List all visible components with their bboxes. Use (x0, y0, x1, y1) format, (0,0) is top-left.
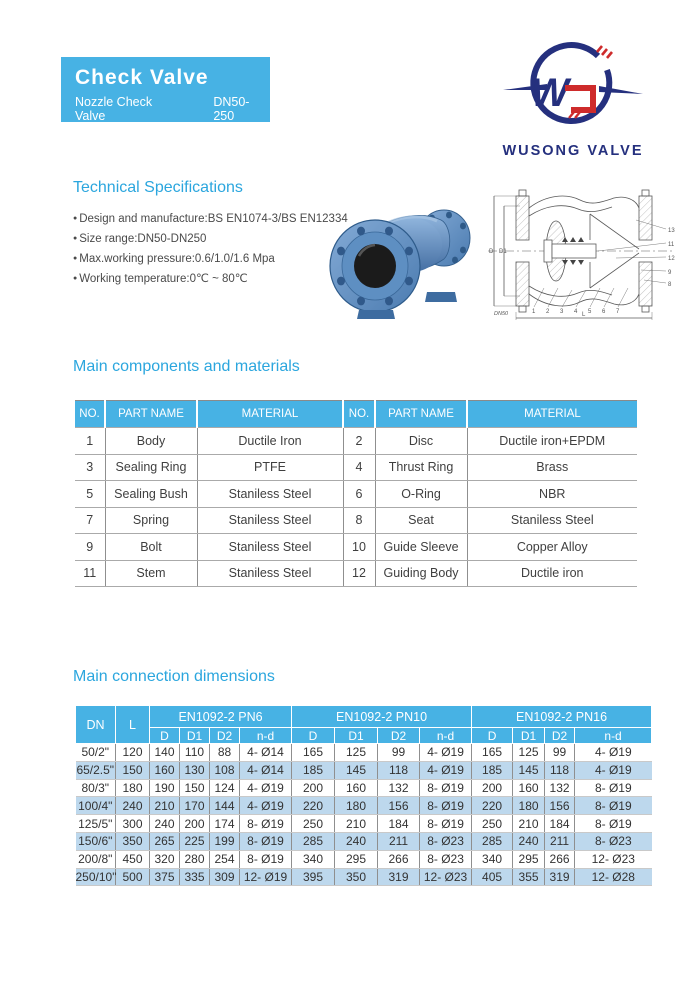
table-cell: 250 (292, 815, 335, 833)
table-cell: 8- Ø23 (575, 832, 652, 850)
column-header: PART NAME (375, 401, 467, 428)
dimensions-table-body (76, 744, 652, 886)
table-cell: 211 (545, 832, 575, 850)
specs-list (73, 209, 348, 289)
table-cell: O-Ring (375, 481, 467, 508)
table-cell: Guide Sleeve (375, 534, 467, 561)
header-banner (61, 57, 270, 122)
table-row (76, 832, 652, 850)
table-cell: 12 (343, 560, 375, 587)
svg-text:3: 3 (560, 309, 564, 315)
column-header: D2 (378, 728, 420, 744)
spec-item: ● Design and manufacture:BS EN1074-3/BS EN12334 (73, 209, 348, 229)
table-row (76, 744, 652, 762)
table-cell: 220 (292, 797, 335, 815)
table-row (75, 454, 637, 481)
spec-item: ● Working temperature:0℃ ~ 80℃ (73, 269, 348, 289)
table-cell: 319 (545, 868, 575, 886)
table-cell: 375 (150, 868, 180, 886)
components-heading: Main components and materials (73, 358, 300, 375)
table-cell: 500 (116, 868, 150, 886)
table-cell: 395 (292, 868, 335, 886)
table-cell: 280 (180, 850, 210, 868)
table-cell: 190 (150, 779, 180, 797)
table-cell: 320 (150, 850, 180, 868)
svg-text:5: 5 (588, 309, 592, 315)
table-row (76, 868, 652, 886)
table-cell: Body (105, 428, 197, 455)
table-cell: 285 (472, 832, 513, 850)
table-cell: 156 (545, 797, 575, 815)
column-header: D (292, 728, 335, 744)
table-cell: Ductile iron (467, 560, 637, 587)
table-cell: 108 (210, 761, 240, 779)
column-header: L (116, 706, 150, 744)
column-header: D2 (545, 728, 575, 744)
table-cell: 132 (545, 779, 575, 797)
drawing-dim-d1: D1 (499, 249, 507, 255)
table-cell: 309 (210, 868, 240, 886)
dimensions-heading: Main connection dimensions (73, 668, 275, 685)
table-row (75, 560, 637, 587)
table-cell: 8- Ø19 (420, 797, 472, 815)
table-cell: Stem (105, 560, 197, 587)
table-cell: Staniless Steel (197, 534, 343, 561)
table-cell: 8- Ø19 (240, 850, 292, 868)
table-cell: 160 (513, 779, 545, 797)
svg-text:4: 4 (574, 309, 578, 315)
wusong-logo-icon (503, 40, 643, 136)
spec-item: ● Max.working pressure:0.6/1.0/1.6 Mpa (73, 249, 348, 269)
svg-text:1: 1 (532, 309, 536, 315)
table-cell: 8- Ø23 (420, 850, 472, 868)
table-cell: 185 (472, 761, 513, 779)
table-cell: 335 (180, 868, 210, 886)
table-cell: 350 (116, 832, 150, 850)
table-cell: Staniless Steel (197, 507, 343, 534)
table-cell: 160 (150, 761, 180, 779)
table-cell: 184 (378, 815, 420, 833)
table-cell: 350 (335, 868, 378, 886)
column-header: n-d (240, 728, 292, 744)
table-row (76, 815, 652, 833)
table-cell: 4- Ø19 (575, 761, 652, 779)
table-cell: 5 (75, 481, 105, 508)
table-cell: Thrust Ring (375, 454, 467, 481)
table-cell: 7 (75, 507, 105, 534)
table-cell: 150 (180, 779, 210, 797)
specs-heading: Technical Specifications (73, 179, 243, 196)
table-cell: 250 (472, 815, 513, 833)
table-cell: Staniless Steel (467, 507, 637, 534)
table-cell: 8- Ø19 (575, 797, 652, 815)
table-cell: Bolt (105, 534, 197, 561)
table-cell: 8- Ø19 (420, 815, 472, 833)
table-cell: NBR (467, 481, 637, 508)
table-cell: 125/5" (76, 815, 116, 833)
table-cell: 340 (292, 850, 335, 868)
table-cell: 125 (513, 744, 545, 762)
valve-photo (323, 192, 485, 322)
table-cell: 145 (335, 761, 378, 779)
table-cell: 165 (472, 744, 513, 762)
table-cell: 200 (472, 779, 513, 797)
table-cell: 165 (292, 744, 335, 762)
table-cell: 120 (116, 744, 150, 762)
table-cell: 125 (335, 744, 378, 762)
table-cell: Spring (105, 507, 197, 534)
table-cell: 145 (513, 761, 545, 779)
table-cell: Disc (375, 428, 467, 455)
table-cell: 4- Ø19 (240, 797, 292, 815)
table-cell: 240 (116, 797, 150, 815)
table-cell: 88 (210, 744, 240, 762)
table-cell: 174 (210, 815, 240, 833)
table-row (76, 761, 652, 779)
table-cell: Staniless Steel (197, 560, 343, 587)
table-cell: 220 (472, 797, 513, 815)
table-cell: 130 (180, 761, 210, 779)
table-cell: Staniless Steel (197, 481, 343, 508)
table-cell: Guiding Body (375, 560, 467, 587)
column-header: D1 (180, 728, 210, 744)
table-cell: 340 (472, 850, 513, 868)
column-header: NO. (343, 401, 375, 428)
valve-drawing (486, 180, 684, 323)
table-cell: 254 (210, 850, 240, 868)
table-row (75, 507, 637, 534)
table-cell: 8- Ø19 (575, 779, 652, 797)
table-cell: 180 (335, 797, 378, 815)
table-cell: 12- Ø23 (420, 868, 472, 886)
table-cell: 4- Ø14 (240, 761, 292, 779)
table-cell: 250/10" (75, 869, 117, 884)
svg-text:W: W (531, 71, 569, 115)
column-header: D2 (210, 728, 240, 744)
table-cell: 110 (180, 744, 210, 762)
table-cell: 266 (378, 850, 420, 868)
table-cell: 266 (545, 850, 575, 868)
page-title: Check Valve (75, 66, 209, 89)
column-header: EN1092-2 PN10 (292, 706, 472, 728)
table-cell: 65/2.5" (76, 763, 115, 778)
table-cell: 300 (116, 815, 150, 833)
column-header: D1 (513, 728, 545, 744)
table-row (75, 481, 637, 508)
table-cell: 99 (545, 744, 575, 762)
drawing-dim-l: L (582, 312, 586, 318)
table-cell: 150/6" (76, 832, 116, 850)
table-row (76, 797, 652, 815)
drawing-dim-d: D (489, 249, 494, 255)
table-cell: 6 (343, 481, 375, 508)
drawing-dim-dn: DN50 (494, 311, 509, 317)
table-cell: 180 (513, 797, 545, 815)
table-cell: 4- Ø19 (420, 761, 472, 779)
table-cell: 8 (343, 507, 375, 534)
column-header: DN (76, 706, 116, 744)
table-cell: 8- Ø19 (240, 832, 292, 850)
table-cell: Ductile Iron (197, 428, 343, 455)
table-cell: 405 (472, 868, 513, 886)
table-cell: Brass (467, 454, 637, 481)
drawing-callouts-right (668, 228, 675, 288)
svg-text:7: 7 (616, 309, 620, 315)
product-subtitle: Nozzle Check Valve (75, 95, 153, 123)
column-header: EN1092-2 PN16 (472, 706, 652, 728)
table-cell: 10 (343, 534, 375, 561)
table-cell: 3 (75, 454, 105, 481)
table-cell: 150 (116, 761, 150, 779)
table-cell: 4 (343, 454, 375, 481)
table-cell: 80/3" (76, 779, 116, 797)
table-cell: 200/8" (76, 850, 116, 868)
column-header: D (472, 728, 513, 744)
table-cell: 450 (116, 850, 150, 868)
table-cell: 8- Ø19 (240, 815, 292, 833)
table-cell: 295 (513, 850, 545, 868)
table-cell: Sealing Bush (105, 481, 197, 508)
svg-text:13: 13 (668, 228, 675, 234)
table-cell: 240 (150, 815, 180, 833)
table-cell: 50/2" (76, 744, 116, 762)
table-cell: 265 (150, 832, 180, 850)
column-header: MATERIAL (467, 401, 637, 428)
table-cell: 8- Ø23 (420, 832, 472, 850)
column-header: D1 (335, 728, 378, 744)
table-cell: 100/4" (76, 797, 116, 815)
table-cell: 200 (180, 815, 210, 833)
table-cell: 210 (150, 797, 180, 815)
table-cell: 211 (378, 832, 420, 850)
table-cell: 295 (335, 850, 378, 868)
table-cell: 8- Ø19 (420, 779, 472, 797)
table-cell: 12- Ø23 (575, 850, 652, 868)
table-cell: 285 (292, 832, 335, 850)
dimensions-table (75, 705, 652, 886)
table-cell: 4- Ø14 (240, 744, 292, 762)
components-table (75, 400, 637, 587)
table-cell: 160 (335, 779, 378, 797)
svg-text:2: 2 (546, 309, 550, 315)
table-cell: 225 (180, 832, 210, 850)
column-header: MATERIAL (197, 401, 343, 428)
table-cell: 4- Ø19 (240, 779, 292, 797)
column-header: n-d (420, 728, 472, 744)
table-cell: 99 (378, 744, 420, 762)
table-cell: Copper Alloy (467, 534, 637, 561)
table-cell: 184 (545, 815, 575, 833)
company-name: WUSONG VALVE (502, 143, 644, 159)
table-cell: 118 (545, 761, 575, 779)
table-cell: Sealing Ring (105, 454, 197, 481)
table-row (76, 850, 652, 868)
drawing-callouts-bottom (532, 309, 620, 315)
svg-text:8: 8 (668, 282, 672, 288)
size-range-label: DN50-250 (213, 95, 250, 123)
svg-text:9: 9 (668, 270, 672, 276)
table-cell: 2 (343, 428, 375, 455)
table-cell: 124 (210, 779, 240, 797)
table-cell: 118 (378, 761, 420, 779)
company-logo (498, 40, 648, 159)
table-cell: 156 (378, 797, 420, 815)
table-cell: 144 (210, 797, 240, 815)
table-cell: 240 (335, 832, 378, 850)
table-cell: PTFE (197, 454, 343, 481)
table-cell: 210 (513, 815, 545, 833)
svg-text:11: 11 (668, 242, 675, 248)
table-cell: 12- Ø19 (240, 868, 292, 886)
table-cell: 140 (150, 744, 180, 762)
table-cell: 170 (180, 797, 210, 815)
table-cell: 319 (378, 868, 420, 886)
components-table-head (75, 401, 637, 428)
table-cell: 199 (210, 832, 240, 850)
table-cell: 4- Ø19 (575, 744, 652, 762)
table-cell: 210 (335, 815, 378, 833)
table-row (75, 534, 637, 561)
components-table-body (75, 428, 637, 587)
table-cell: Seat (375, 507, 467, 534)
table-cell: 8- Ø19 (575, 815, 652, 833)
table-cell: 180 (116, 779, 150, 797)
dimensions-table-head (76, 706, 652, 744)
column-header: n-d (575, 728, 652, 744)
table-cell: Ductile iron+EPDM (467, 428, 637, 455)
table-cell: 12- Ø28 (575, 868, 652, 886)
column-header: PART NAME (105, 401, 197, 428)
table-cell: 1 (75, 428, 105, 455)
table-cell: 9 (75, 534, 105, 561)
table-row (75, 428, 637, 455)
column-header: D (150, 728, 180, 744)
column-header: NO. (75, 401, 105, 428)
table-cell: 240 (513, 832, 545, 850)
table-cell: 11 (75, 560, 105, 587)
column-header: EN1092-2 PN6 (150, 706, 292, 728)
svg-text:12: 12 (668, 256, 675, 262)
table-cell: 200 (292, 779, 335, 797)
table-cell: 132 (378, 779, 420, 797)
table-cell: 355 (513, 868, 545, 886)
svg-text:6: 6 (602, 309, 606, 315)
spec-item: ● Size range:DN50-DN250 (73, 229, 348, 249)
table-cell: 4- Ø19 (420, 744, 472, 762)
table-row (76, 779, 652, 797)
table-cell: 185 (292, 761, 335, 779)
